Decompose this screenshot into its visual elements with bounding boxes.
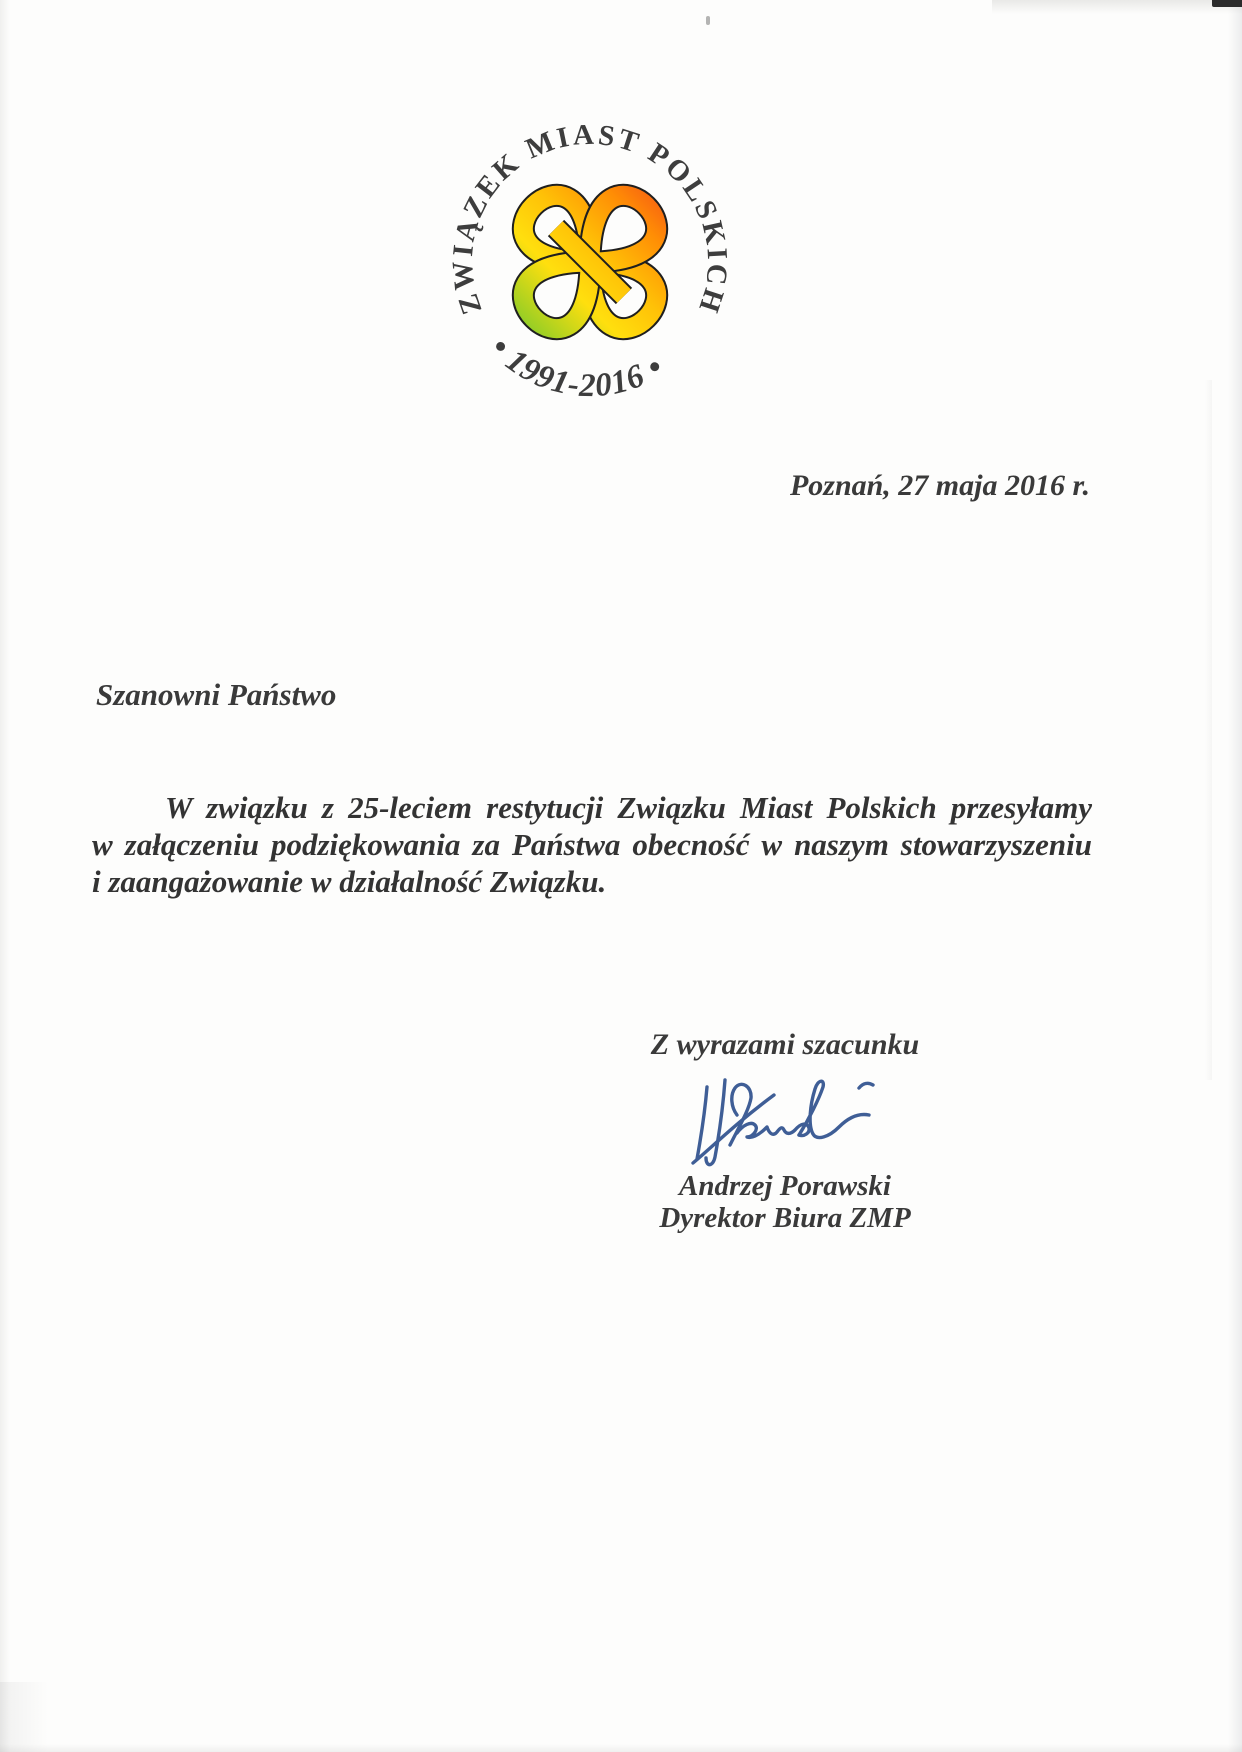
- salutation: Szanowni Państwo: [96, 677, 337, 712]
- scan-smudge-right: [1205, 380, 1212, 1080]
- handwritten-signature: [686, 1077, 882, 1171]
- body-paragraph: [92, 789, 1092, 900]
- knot-rings-icon: [523, 195, 656, 328]
- zmp-logo: [420, 92, 760, 432]
- signer-title: Dyrektor Biura ZMP: [659, 1202, 911, 1234]
- signature-strokes: [693, 1080, 873, 1165]
- signer-name: Andrzej Porawski: [679, 1170, 891, 1202]
- scan-edge-left: [0, 0, 10, 1752]
- body-line: i zaangażowanie w działalność Związku.: [92, 864, 607, 899]
- scan-patch-bottom-left: [0, 1682, 48, 1752]
- closing-phrase: Z wyrazami szacunku: [650, 1028, 920, 1061]
- body-line: W związku z 25-leciem restytucji Związku Miast Polskich przesyłamy: [165, 790, 1092, 825]
- date-line: Poznań, 27 maja 2016 r.: [789, 469, 1090, 502]
- body-line: w załączeniu podziękowania za Państwa obecność w naszym stowarzyszeniu: [92, 827, 1092, 862]
- scan-edge-bottom: [0, 1744, 1242, 1752]
- scan-speck: [706, 16, 710, 25]
- scan-edge-right: [1228, 0, 1242, 1752]
- logo-arc-title: ZWIĄZEK MIAST POLSKICH: [446, 118, 734, 319]
- scan-strip-top-right: [992, 0, 1242, 14]
- logo-years: • 1991-2016 •: [482, 330, 671, 405]
- scan-corner-chip: [1212, 0, 1242, 7]
- signer-block: [555, 1170, 1015, 1234]
